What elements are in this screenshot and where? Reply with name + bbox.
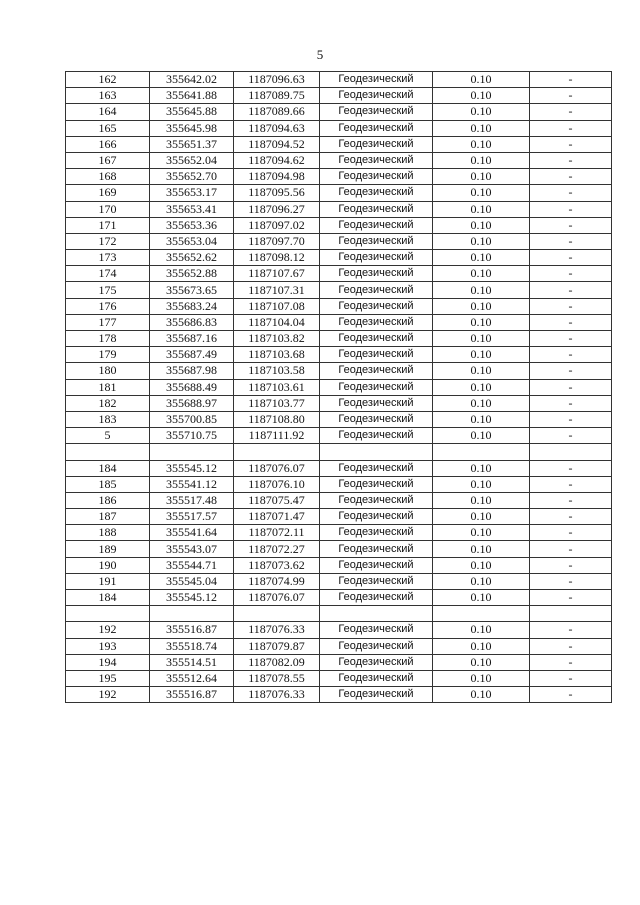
- table-row: [66, 492, 612, 508]
- method-cell: Геодезический: [320, 152, 433, 168]
- point-number-cell: 179: [66, 347, 150, 363]
- table-row: [66, 347, 612, 363]
- note-cell: -: [530, 314, 612, 330]
- method-cell: Геодезический: [320, 687, 433, 703]
- point-number-cell: 183: [66, 411, 150, 427]
- accuracy-cell: 0.10: [433, 347, 530, 363]
- method-cell: Геодезический: [320, 185, 433, 201]
- method-cell: Геодезический: [320, 298, 433, 314]
- note-cell: -: [530, 590, 612, 606]
- table-row: [66, 104, 612, 120]
- point-number-cell: 172: [66, 233, 150, 249]
- x-coordinate-cell: 355652.70: [150, 169, 234, 185]
- x-coordinate-cell: 355653.04: [150, 233, 234, 249]
- note-cell: -: [530, 687, 612, 703]
- empty-cell: [66, 444, 150, 460]
- point-number-cell: 195: [66, 670, 150, 686]
- empty-cell: [66, 606, 150, 622]
- note-cell: -: [530, 379, 612, 395]
- method-cell: Геодезический: [320, 476, 433, 492]
- table-row: [66, 476, 612, 492]
- point-number-cell: 187: [66, 509, 150, 525]
- note-cell: -: [530, 476, 612, 492]
- x-coordinate-cell: 355651.37: [150, 136, 234, 152]
- x-coordinate-cell: 355544.71: [150, 557, 234, 573]
- method-cell: Геодезический: [320, 201, 433, 217]
- note-cell: -: [530, 363, 612, 379]
- method-cell: Геодезический: [320, 525, 433, 541]
- x-coordinate-cell: 355687.98: [150, 363, 234, 379]
- separator-row: [66, 444, 612, 460]
- table-row: [66, 411, 612, 427]
- table-row: [66, 557, 612, 573]
- y-coordinate-cell: 1187103.77: [234, 395, 320, 411]
- method-cell: Геодезический: [320, 411, 433, 427]
- table-row: [66, 185, 612, 201]
- point-number-cell: 191: [66, 573, 150, 589]
- note-cell: -: [530, 298, 612, 314]
- empty-cell: [150, 606, 234, 622]
- method-cell: Геодезический: [320, 509, 433, 525]
- accuracy-cell: 0.10: [433, 541, 530, 557]
- empty-cell: [530, 606, 612, 622]
- method-cell: Геодезический: [320, 379, 433, 395]
- method-cell: Геодезический: [320, 104, 433, 120]
- accuracy-cell: 0.10: [433, 411, 530, 427]
- x-coordinate-cell: 355543.07: [150, 541, 234, 557]
- y-coordinate-cell: 1187107.31: [234, 282, 320, 298]
- method-cell: Геодезический: [320, 638, 433, 654]
- point-number-cell: 165: [66, 120, 150, 136]
- accuracy-cell: 0.10: [433, 298, 530, 314]
- table-row: [66, 136, 612, 152]
- accuracy-cell: 0.10: [433, 476, 530, 492]
- point-number-cell: 164: [66, 104, 150, 120]
- note-cell: -: [530, 411, 612, 427]
- x-coordinate-cell: 355541.64: [150, 525, 234, 541]
- table-row: [66, 331, 612, 347]
- table-row: [66, 88, 612, 104]
- method-cell: Геодезический: [320, 557, 433, 573]
- table-row: [66, 169, 612, 185]
- note-cell: -: [530, 509, 612, 525]
- point-number-cell: 193: [66, 638, 150, 654]
- note-cell: -: [530, 460, 612, 476]
- y-coordinate-cell: 1187076.33: [234, 687, 320, 703]
- point-number-cell: 194: [66, 654, 150, 670]
- point-number-cell: 163: [66, 88, 150, 104]
- table-row: [66, 590, 612, 606]
- x-coordinate-cell: 355512.64: [150, 670, 234, 686]
- empty-cell: [433, 444, 530, 460]
- point-number-cell: 169: [66, 185, 150, 201]
- table-row: [66, 509, 612, 525]
- table-row: [66, 654, 612, 670]
- table-row: [66, 428, 612, 444]
- x-coordinate-cell: 355642.02: [150, 72, 234, 88]
- method-cell: Геодезический: [320, 654, 433, 670]
- accuracy-cell: 0.10: [433, 88, 530, 104]
- empty-cell: [433, 606, 530, 622]
- y-coordinate-cell: 1187076.33: [234, 622, 320, 638]
- table-row: [66, 525, 612, 541]
- y-coordinate-cell: 1187089.66: [234, 104, 320, 120]
- note-cell: -: [530, 557, 612, 573]
- note-cell: -: [530, 185, 612, 201]
- note-cell: -: [530, 88, 612, 104]
- x-coordinate-cell: 355653.41: [150, 201, 234, 217]
- x-coordinate-cell: 355687.49: [150, 347, 234, 363]
- y-coordinate-cell: 1187104.04: [234, 314, 320, 330]
- x-coordinate-cell: 355710.75: [150, 428, 234, 444]
- point-number-cell: 162: [66, 72, 150, 88]
- y-coordinate-cell: 1187094.62: [234, 152, 320, 168]
- method-cell: Геодезический: [320, 395, 433, 411]
- note-cell: -: [530, 152, 612, 168]
- y-coordinate-cell: 1187076.10: [234, 476, 320, 492]
- accuracy-cell: 0.10: [433, 525, 530, 541]
- table-row: [66, 395, 612, 411]
- method-cell: Геодезический: [320, 136, 433, 152]
- accuracy-cell: 0.10: [433, 104, 530, 120]
- method-cell: Геодезический: [320, 347, 433, 363]
- accuracy-cell: 0.10: [433, 379, 530, 395]
- x-coordinate-cell: 355688.49: [150, 379, 234, 395]
- table-row: [66, 363, 612, 379]
- empty-cell: [320, 444, 433, 460]
- table-row: [66, 266, 612, 282]
- point-number-cell: 178: [66, 331, 150, 347]
- accuracy-cell: 0.10: [433, 136, 530, 152]
- y-coordinate-cell: 1187073.62: [234, 557, 320, 573]
- coordinates-table: [65, 71, 612, 703]
- note-cell: -: [530, 525, 612, 541]
- y-coordinate-cell: 1187076.07: [234, 460, 320, 476]
- note-cell: -: [530, 217, 612, 233]
- accuracy-cell: 0.10: [433, 638, 530, 654]
- note-cell: -: [530, 428, 612, 444]
- point-number-cell: 167: [66, 152, 150, 168]
- point-number-cell: 175: [66, 282, 150, 298]
- point-number-cell: 174: [66, 266, 150, 282]
- x-coordinate-cell: 355518.74: [150, 638, 234, 654]
- accuracy-cell: 0.10: [433, 120, 530, 136]
- y-coordinate-cell: 1187095.56: [234, 185, 320, 201]
- method-cell: Геодезический: [320, 573, 433, 589]
- y-coordinate-cell: 1187089.75: [234, 88, 320, 104]
- table-row: [66, 687, 612, 703]
- note-cell: -: [530, 104, 612, 120]
- empty-cell: [530, 444, 612, 460]
- y-coordinate-cell: 1187078.55: [234, 670, 320, 686]
- point-number-cell: 184: [66, 460, 150, 476]
- accuracy-cell: 0.10: [433, 428, 530, 444]
- accuracy-cell: 0.10: [433, 282, 530, 298]
- accuracy-cell: 0.10: [433, 573, 530, 589]
- method-cell: Геодезический: [320, 622, 433, 638]
- method-cell: Геодезический: [320, 590, 433, 606]
- accuracy-cell: 0.10: [433, 266, 530, 282]
- note-cell: -: [530, 541, 612, 557]
- point-number-cell: 170: [66, 201, 150, 217]
- note-cell: -: [530, 331, 612, 347]
- accuracy-cell: 0.10: [433, 509, 530, 525]
- method-cell: Геодезический: [320, 282, 433, 298]
- note-cell: -: [530, 622, 612, 638]
- accuracy-cell: 0.10: [433, 250, 530, 266]
- page-number: 5: [316, 47, 324, 62]
- point-number-cell: 192: [66, 687, 150, 703]
- note-cell: -: [530, 136, 612, 152]
- point-number-cell: 5: [66, 428, 150, 444]
- y-coordinate-cell: 1187075.47: [234, 492, 320, 508]
- x-coordinate-cell: 355517.48: [150, 492, 234, 508]
- note-cell: -: [530, 347, 612, 363]
- x-coordinate-cell: 355541.12: [150, 476, 234, 492]
- y-coordinate-cell: 1187103.61: [234, 379, 320, 395]
- y-coordinate-cell: 1187072.27: [234, 541, 320, 557]
- point-number-cell: 188: [66, 525, 150, 541]
- method-cell: Геодезический: [320, 670, 433, 686]
- x-coordinate-cell: 355516.87: [150, 622, 234, 638]
- empty-cell: [150, 444, 234, 460]
- x-coordinate-cell: 355652.62: [150, 250, 234, 266]
- y-coordinate-cell: 1187103.58: [234, 363, 320, 379]
- point-number-cell: 168: [66, 169, 150, 185]
- table-row: [66, 282, 612, 298]
- point-number-cell: 184: [66, 590, 150, 606]
- table-row: [66, 72, 612, 88]
- table-row: [66, 670, 612, 686]
- method-cell: Геодезический: [320, 314, 433, 330]
- note-cell: -: [530, 395, 612, 411]
- accuracy-cell: 0.10: [433, 331, 530, 347]
- note-cell: -: [530, 282, 612, 298]
- note-cell: -: [530, 638, 612, 654]
- y-coordinate-cell: 1187072.11: [234, 525, 320, 541]
- method-cell: Геодезический: [320, 250, 433, 266]
- y-coordinate-cell: 1187103.82: [234, 331, 320, 347]
- method-cell: Геодезический: [320, 460, 433, 476]
- note-cell: -: [530, 670, 612, 686]
- method-cell: Геодезический: [320, 233, 433, 249]
- y-coordinate-cell: 1187076.07: [234, 590, 320, 606]
- method-cell: Геодезический: [320, 88, 433, 104]
- accuracy-cell: 0.10: [433, 363, 530, 379]
- table-row: [66, 460, 612, 476]
- accuracy-cell: 0.10: [433, 314, 530, 330]
- y-coordinate-cell: 1187094.63: [234, 120, 320, 136]
- point-number-cell: 189: [66, 541, 150, 557]
- method-cell: Геодезический: [320, 363, 433, 379]
- method-cell: Геодезический: [320, 266, 433, 282]
- note-cell: -: [530, 250, 612, 266]
- note-cell: -: [530, 233, 612, 249]
- note-cell: -: [530, 169, 612, 185]
- x-coordinate-cell: 355652.88: [150, 266, 234, 282]
- y-coordinate-cell: 1187094.98: [234, 169, 320, 185]
- x-coordinate-cell: 355641.88: [150, 88, 234, 104]
- table-row: [66, 152, 612, 168]
- point-number-cell: 180: [66, 363, 150, 379]
- coordinates-table-body: [66, 72, 612, 703]
- method-cell: Геодезический: [320, 169, 433, 185]
- accuracy-cell: 0.10: [433, 152, 530, 168]
- y-coordinate-cell: 1187107.67: [234, 266, 320, 282]
- x-coordinate-cell: 355653.17: [150, 185, 234, 201]
- accuracy-cell: 0.10: [433, 233, 530, 249]
- y-coordinate-cell: 1187071.47: [234, 509, 320, 525]
- y-coordinate-cell: 1187098.12: [234, 250, 320, 266]
- empty-cell: [320, 606, 433, 622]
- accuracy-cell: 0.10: [433, 395, 530, 411]
- y-coordinate-cell: 1187096.63: [234, 72, 320, 88]
- x-coordinate-cell: 355545.12: [150, 460, 234, 476]
- table-row: [66, 379, 612, 395]
- note-cell: -: [530, 573, 612, 589]
- x-coordinate-cell: 355514.51: [150, 654, 234, 670]
- x-coordinate-cell: 355683.24: [150, 298, 234, 314]
- point-number-cell: 186: [66, 492, 150, 508]
- table-row: [66, 217, 612, 233]
- y-coordinate-cell: 1187103.68: [234, 347, 320, 363]
- table-row: [66, 233, 612, 249]
- method-cell: Геодезический: [320, 331, 433, 347]
- accuracy-cell: 0.10: [433, 492, 530, 508]
- point-number-cell: 171: [66, 217, 150, 233]
- y-coordinate-cell: 1187108.80: [234, 411, 320, 427]
- method-cell: Геодезический: [320, 120, 433, 136]
- x-coordinate-cell: 355545.04: [150, 573, 234, 589]
- x-coordinate-cell: 355686.83: [150, 314, 234, 330]
- separator-row: [66, 606, 612, 622]
- accuracy-cell: 0.10: [433, 185, 530, 201]
- y-coordinate-cell: 1187079.87: [234, 638, 320, 654]
- table-row: [66, 622, 612, 638]
- empty-cell: [234, 606, 320, 622]
- x-coordinate-cell: 355517.57: [150, 509, 234, 525]
- note-cell: -: [530, 654, 612, 670]
- y-coordinate-cell: 1187082.09: [234, 654, 320, 670]
- accuracy-cell: 0.10: [433, 217, 530, 233]
- x-coordinate-cell: 355545.12: [150, 590, 234, 606]
- accuracy-cell: 0.10: [433, 169, 530, 185]
- table-row: [66, 120, 612, 136]
- point-number-cell: 185: [66, 476, 150, 492]
- x-coordinate-cell: 355516.87: [150, 687, 234, 703]
- point-number-cell: 173: [66, 250, 150, 266]
- method-cell: Геодезический: [320, 428, 433, 444]
- point-number-cell: 176: [66, 298, 150, 314]
- y-coordinate-cell: 1187074.99: [234, 573, 320, 589]
- y-coordinate-cell: 1187097.02: [234, 217, 320, 233]
- note-cell: -: [530, 120, 612, 136]
- x-coordinate-cell: 355673.65: [150, 282, 234, 298]
- note-cell: -: [530, 72, 612, 88]
- table-row: [66, 541, 612, 557]
- note-cell: -: [530, 266, 612, 282]
- x-coordinate-cell: 355645.98: [150, 120, 234, 136]
- x-coordinate-cell: 355653.36: [150, 217, 234, 233]
- point-number-cell: 181: [66, 379, 150, 395]
- x-coordinate-cell: 355645.88: [150, 104, 234, 120]
- x-coordinate-cell: 355687.16: [150, 331, 234, 347]
- x-coordinate-cell: 355652.04: [150, 152, 234, 168]
- accuracy-cell: 0.10: [433, 590, 530, 606]
- point-number-cell: 192: [66, 622, 150, 638]
- y-coordinate-cell: 1187094.52: [234, 136, 320, 152]
- point-number-cell: 177: [66, 314, 150, 330]
- method-cell: Геодезический: [320, 217, 433, 233]
- method-cell: Геодезический: [320, 492, 433, 508]
- accuracy-cell: 0.10: [433, 72, 530, 88]
- point-number-cell: 190: [66, 557, 150, 573]
- empty-cell: [234, 444, 320, 460]
- accuracy-cell: 0.10: [433, 201, 530, 217]
- note-cell: -: [530, 492, 612, 508]
- accuracy-cell: 0.10: [433, 622, 530, 638]
- note-cell: -: [530, 201, 612, 217]
- point-number-cell: 182: [66, 395, 150, 411]
- accuracy-cell: 0.10: [433, 460, 530, 476]
- accuracy-cell: 0.10: [433, 670, 530, 686]
- table-row: [66, 314, 612, 330]
- table-row: [66, 298, 612, 314]
- point-number-cell: 166: [66, 136, 150, 152]
- table-row: [66, 638, 612, 654]
- x-coordinate-cell: 355688.97: [150, 395, 234, 411]
- table-row: [66, 250, 612, 266]
- accuracy-cell: 0.10: [433, 654, 530, 670]
- y-coordinate-cell: 1187096.27: [234, 201, 320, 217]
- table-row: [66, 573, 612, 589]
- accuracy-cell: 0.10: [433, 687, 530, 703]
- y-coordinate-cell: 1187107.08: [234, 298, 320, 314]
- method-cell: Геодезический: [320, 72, 433, 88]
- method-cell: Геодезический: [320, 541, 433, 557]
- table-row: [66, 201, 612, 217]
- y-coordinate-cell: 1187097.70: [234, 233, 320, 249]
- y-coordinate-cell: 1187111.92: [234, 428, 320, 444]
- x-coordinate-cell: 355700.85: [150, 411, 234, 427]
- accuracy-cell: 0.10: [433, 557, 530, 573]
